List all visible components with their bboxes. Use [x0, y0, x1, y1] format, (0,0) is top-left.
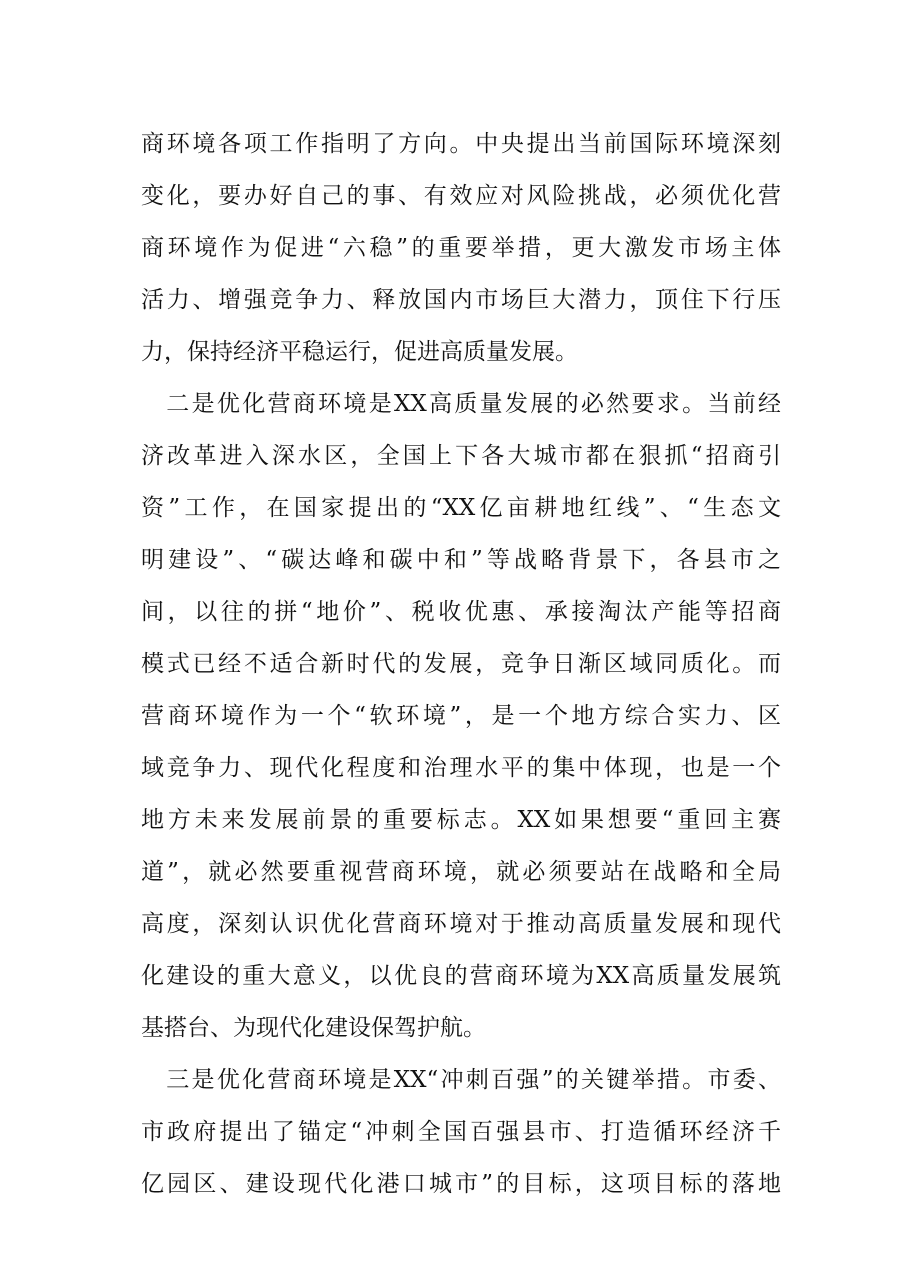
text-line: 模式已经不适合新时代的发展，竞争日渐区域同质化。而 — [141, 651, 781, 677]
text-line: 明建设”、“碳达峰和碳中和”等战略背景下，各县市之 — [141, 547, 781, 573]
text-line: 化建设的重大意义，以优良的营商环境为XX高质量发展筑 — [141, 963, 781, 989]
text-line: 三是优化营商环境是XX“冲刺百强”的关键举措。市委、 — [141, 1067, 781, 1093]
text-line: 道”，就必然要重视营商环境，就必须要站在战略和全局 — [141, 859, 781, 885]
text-line: 域竞争力、现代化程度和治理水平的集中体现，也是一个 — [141, 755, 781, 781]
text-line: 二是优化营商环境是XX高质量发展的必然要求。当前经 — [141, 391, 781, 417]
text-line: 间，以往的拼“地价”、税收优惠、承接淘汰产能等招商 — [141, 599, 781, 625]
text-line: 济改革进入深水区，全国上下各大城市都在狠抓“招商引 — [141, 443, 781, 469]
paragraph-3 — [141, 1054, 781, 1210]
text-line: 基搭台、为现代化建设保驾护航。 — [141, 1015, 486, 1041]
paragraph-2 — [141, 378, 781, 1054]
text-line: 变化，要办好自己的事、有效应对风险挑战，必须优化营 — [141, 183, 781, 209]
text-line: 地方未来发展前景的重要标志。XX如果想要“重回主赛 — [141, 807, 781, 833]
paragraph-1 — [141, 118, 781, 378]
text-line: 资”工作，在国家提出的“XX亿亩耕地红线”、“生态文 — [141, 495, 781, 521]
text-line: 商环境各项工作指明了方向。中央提出当前国际环境深刻 — [141, 131, 781, 157]
text-line: 力，保持经济平稳运行，促进高质量发展。 — [141, 339, 578, 365]
text-line: 营商环境作为一个“软环境”，是一个地方综合实力、区 — [141, 703, 781, 729]
text-line: 高度，深刻认识优化营商环境对于推动高质量发展和现代 — [141, 911, 781, 937]
text-line: 亿园区、建设现代化港口城市”的目标，这项目标的落地 — [141, 1171, 781, 1197]
text-line: 活力、增强竞争力、释放国内市场巨大潜力，顶住下行压 — [141, 287, 781, 313]
text-line: 市政府提出了锚定“冲刺全国百强县市、打造循环经济千 — [141, 1119, 781, 1145]
text-line: 商环境作为促进“六稳”的重要举措，更大激发市场主体 — [141, 235, 781, 261]
document-body — [141, 118, 781, 1210]
